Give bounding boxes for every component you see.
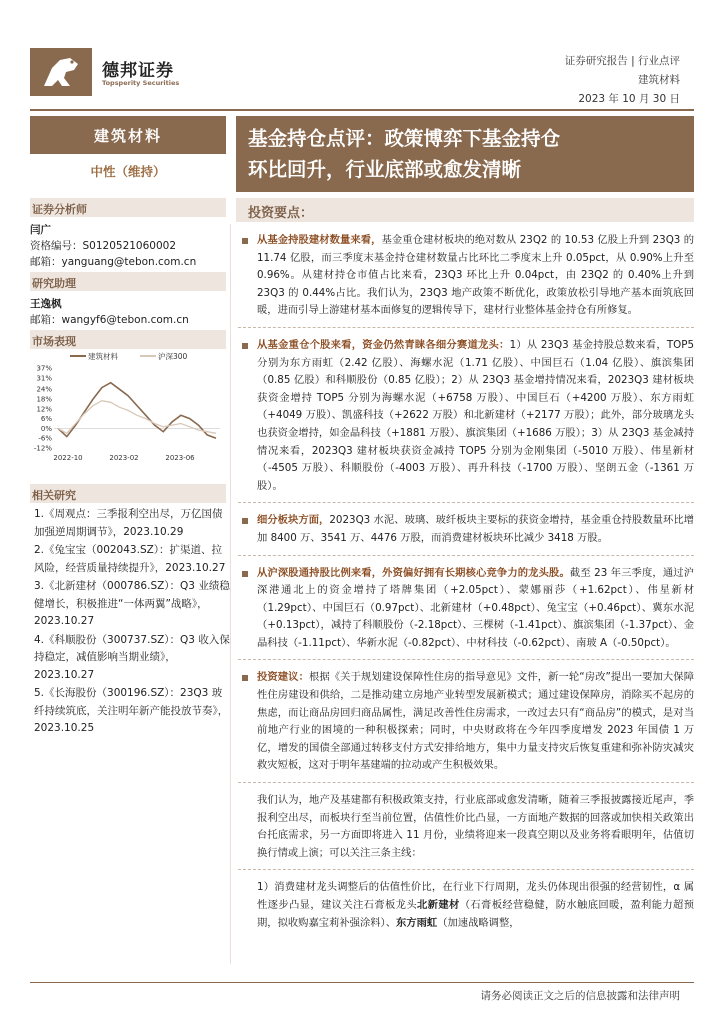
sector-label: 建筑材料 bbox=[30, 116, 226, 154]
y-tick-label: 37% bbox=[36, 364, 52, 373]
bullet-investment-advice bbox=[238, 669, 694, 775]
y-tick-label: 18% bbox=[36, 395, 52, 404]
rating: 中性（维持） bbox=[90, 164, 166, 179]
bullet-lead: 从基金持股建材数量来看， bbox=[257, 234, 382, 246]
related-header: 相关研究 bbox=[30, 484, 226, 503]
related-item[interactable]: 1.《周观点：三季报利空出尽，万亿国债加强逆周期调节》，2023.10.29 bbox=[34, 508, 223, 538]
bottom-rule bbox=[30, 982, 694, 983]
bullet-lead: 从基金重仓个股来看，资金仍然青睐各细分赛道龙头： bbox=[257, 338, 510, 351]
bullet-lead: 从沪深股通持股比例来看，外资偏好拥有长期核心竞争力的龙头股。 bbox=[257, 566, 570, 579]
related-list bbox=[34, 506, 230, 739]
report-meta bbox=[565, 52, 680, 109]
bullet-northbound bbox=[238, 565, 694, 653]
bullet-text: 根据《关于规划建设保障性住房的指导意见》文件，新一轮“房改”提出一要加大保障性住房建设和供给，二是推动建立房地产业转型发展新模式；通过建设保障房，消除买不起房的焦虑，而让商品房回归商品属性，满足改善性住房需求，一改过去只有“商品房”的模式，是对当前地产行业的困境的一种积极探索；同时，中央财政将在今年四季度增发 2023 年国债 1 万亿，增发的国债全部通过转移支付方式安排给地方，集中力量支持灾后恢复重建和弥补防灾减灾救灾短板，这对于明年基建端的拉动或产生积极效果。 bbox=[257, 671, 695, 772]
related-item[interactable]: 5.《长海股份（300196.SZ）：23Q3 玻纤持续筑底，关注明年新产能投放节奏》，2023.10.25 bbox=[34, 687, 229, 734]
logo-mark-icon bbox=[30, 48, 92, 96]
y-tick-label: 12% bbox=[36, 405, 52, 414]
report-title bbox=[236, 116, 694, 192]
paragraph-mainline-1: 1）消费建材龙头调整后的估值性价比，在行业下行周期，龙头仍体现出很强的经营韧性，α 属性逐步凸显，建议关注石膏板龙头北新建材（石膏板经营稳健，防水触底回暖，盈利能力超预期，拟收购嘉宝莉补强涂料）、东方雨虹（加速战略调整， bbox=[257, 881, 695, 929]
company-logo bbox=[30, 48, 190, 98]
separator bbox=[238, 327, 694, 328]
column-divider bbox=[230, 224, 231, 964]
analyst-header: 证券分析师 bbox=[30, 198, 226, 217]
analyst-name: 闫广 bbox=[30, 224, 51, 236]
title-line-1: 基金持仓点评：政策博弈下基金持仓 bbox=[248, 127, 561, 150]
related-item[interactable]: 3.《北新建材（000786.SZ）：Q3 业绩稳健增长，积极推进“一体两翼”战略》，2023.10.27 bbox=[34, 580, 230, 627]
report-type: 证券研究报告 | 行业点评 bbox=[564, 55, 680, 67]
bullet-text: 基金重仓建材板块的绝对数从 23Q2 的 10.53 亿股上升到 23Q3 的 11.74 亿股，而三季度末基金持仓建材数量占比环比二季度末上升 0.05pct，从 0.90%上升至 0.96%。从建材持仓市值占比来看，23Q3 环比上升 0.04pct，由 23Q2 的 0.40%上升到 23Q3 的 0.44%占比。我们认为，23Q3 地产政策不断优化，政策放松引导地产基本面筑底回暖，进而引导上游建材基本面修复的逻辑传导下，建材行业整体基金持仓有所修复。 bbox=[257, 234, 695, 317]
y-tick-label: 6% bbox=[40, 415, 52, 424]
report-sector: 建筑材料 bbox=[638, 74, 680, 86]
analyst-cert: 资格编号：S0120521060002 bbox=[30, 240, 177, 252]
bullet-text: 1）从 23Q3 基金持股总数来看，TOP5 分别为东方雨虹（2.42 亿股）、海螺水泥（1.71 亿股）、中国巨石（1.04 亿股）、旗滨集团（0.85 亿股）和科顺股份（0.85 亿股）；2）从 23Q3 基金增持情况来看，2023Q3 建材板块获资金增持 TOP5 分别为海螺水泥（+6758 万股）、中国巨石（+4200 万股）、东方雨虹（+4049 万股）、凯盛科技（+2622 万股）和北新建材（+2177 万股）；此外，部分玻璃龙头也获资金增持，如金晶科技（+1881 万股）、旗滨集团（+1686 万股）；3）从 23Q3 基金减持情况来看，2023Q3 建材板块获资金减持 TOP5 分别为金刚集团（-5010 万股）、伟星新材（-4505 万股）、科顺股份（-4003 万股）、再升科技（-1700 万股）、坚朗五金（-1361 万股）。 bbox=[257, 338, 695, 492]
y-tick-label: 31% bbox=[36, 374, 52, 383]
series-line-1 bbox=[58, 383, 216, 439]
x-tick-label: 2023-02 bbox=[109, 454, 139, 462]
market-header: 市场表现 bbox=[30, 330, 226, 349]
separator bbox=[238, 502, 694, 503]
y-tick-label: -12% bbox=[33, 444, 52, 453]
bullet-lead: 投资建议： bbox=[257, 671, 309, 684]
title-line-2: 环比回升，行业底部或愈发清晰 bbox=[248, 158, 522, 181]
y-tick-label: 24% bbox=[36, 385, 52, 394]
analyst-email[interactable]: 邮箱：yanguang@tebon.com.cn bbox=[30, 256, 197, 268]
legend-label-series-1: 建筑材料 bbox=[88, 352, 118, 361]
report-date: 2023 年 10 月 30 日 bbox=[578, 93, 680, 105]
x-tick-label: 2023-06 bbox=[165, 454, 195, 462]
investment-points-header: 投资要点： bbox=[236, 198, 694, 222]
market-chart bbox=[30, 348, 226, 468]
paragraph-outlook: 我们认为，地产及基建都有积极政策支持，行业底部或愈发清晰，随着三季报披露接近尾声，季报利空出尽，而板块行至当前位置，估值性价比凸显，一方面地产数据的回落或加快相关政策出台托底需求，另一方面即将进入 11 月份，业绩将迎来一段真空期以及业务将看眼明年，估值切换行情或上演；可以关注三条主线： bbox=[257, 794, 694, 859]
logo-name: 德邦证券 bbox=[102, 61, 174, 81]
stock-highlight: 北新建材 bbox=[417, 899, 460, 911]
assistant-email[interactable]: 邮箱：wangyf6@tebon.com.cn bbox=[30, 314, 189, 326]
bullet-fund-holdings bbox=[238, 232, 694, 320]
investment-points bbox=[238, 232, 694, 932]
separator bbox=[238, 555, 694, 556]
related-item[interactable]: 4.《科顺股份（300737.SZ）：Q3 收入保持稳定，减值影响当期业绩》，2023.10.27 bbox=[34, 633, 230, 681]
logo-english-name: Topsperity Securities bbox=[102, 79, 180, 87]
separator bbox=[238, 782, 694, 783]
top-rule bbox=[30, 109, 694, 111]
y-tick-label: 0% bbox=[40, 424, 52, 433]
footer-disclaimer: 请务必阅读正文之后的信息披露和法律声明 bbox=[480, 990, 680, 1002]
bullet-text: 2023Q3 水泥、玻璃、玻纤板块主要标的获资金增持，基金重仓持股数量环比增加 8400 万、3541 万、4476 万股，而消费建材板块环比减少 3418 万股。 bbox=[257, 514, 694, 544]
separator bbox=[238, 659, 694, 660]
stock-highlight: 东方雨虹 bbox=[396, 916, 438, 929]
x-tick-label: 2022-10 bbox=[53, 454, 83, 462]
related-item[interactable]: 2.《兔宝宝（002043.SZ）：扩渠道、拉风险，经营质量持续提升》，2023.10.27 bbox=[34, 544, 226, 574]
y-tick-label: -6% bbox=[38, 434, 52, 443]
separator bbox=[238, 869, 694, 870]
bullet-text: 截至 23 年三季度，通过沪深港通北上的资金增持了塔牌集团（+2.05pct）、蒙娜丽莎（+1.62pct）、伟星新材（1.29pct）、中国巨石（0.97pct）、北新建材（+0.48pct）、兔宝宝（+0.46pct）、冀东水泥（+0.13pct），减持了科顺股份（-2.18pct）、三棵树（-1.41pct）、旗滨集团（-1.37pct）、金晶科技（-1.11pct）、华新水泥（-0.82pct）、中材科技（-0.62pct）、南玻 A（-0.50pct）。 bbox=[257, 566, 694, 649]
legend-label-series-2: 沪深300 bbox=[158, 352, 188, 361]
assistant-name: 王逸枫 bbox=[30, 298, 62, 310]
assistant-header: 研究助理 bbox=[30, 272, 226, 291]
bullet-sub-sectors bbox=[238, 512, 694, 547]
bullet-lead: 细分板块方面， bbox=[257, 514, 330, 527]
bullet-top-stocks bbox=[238, 337, 694, 495]
